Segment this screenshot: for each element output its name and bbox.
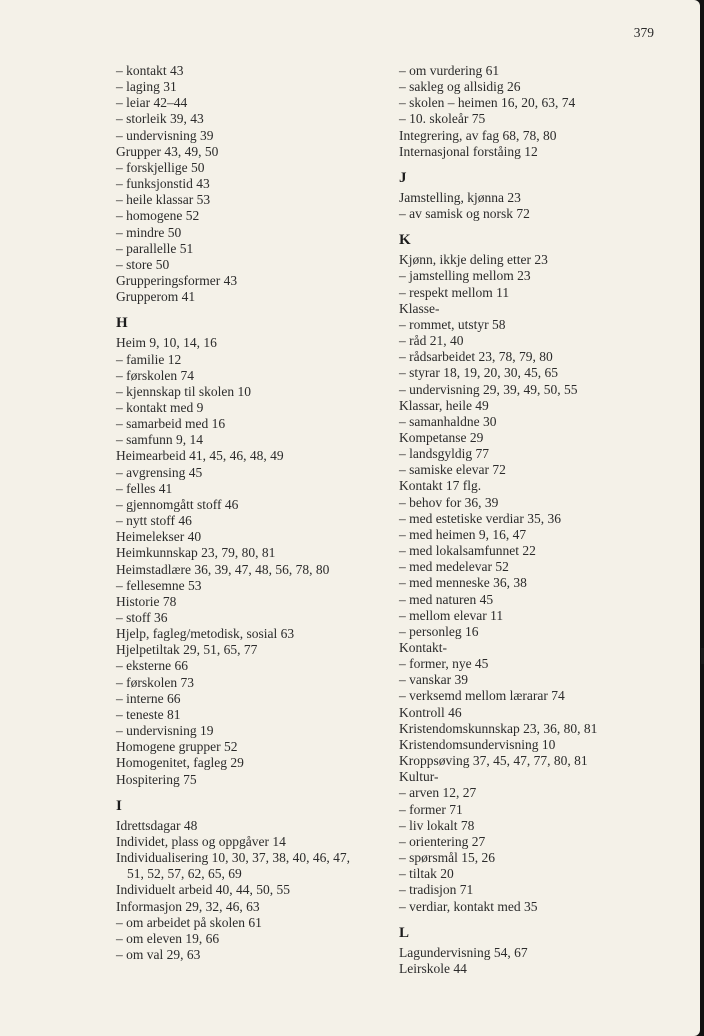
index-entry: – jamstelling mellom 23: [399, 268, 531, 284]
index-entry: Heim 9, 10, 14, 16: [116, 335, 217, 351]
index-entry: – samfunn 9, 14: [116, 432, 203, 448]
index-entry: Individualisering 10, 30, 37, 38, 40, 46, 47,: [116, 850, 350, 866]
index-entry: Klasse-: [399, 300, 440, 316]
index-entry: – rommet, utstyr 58: [399, 316, 506, 332]
index-entry: Heimearbeid 41, 45, 46, 48, 49: [116, 448, 284, 464]
index-entry: Heimstadlære 36, 39, 47, 48, 56, 78, 80: [116, 561, 330, 577]
index-entry: Kultur-: [399, 769, 439, 785]
index-entry: – tiltak 20: [399, 866, 454, 882]
index-column-left: [116, 63, 376, 963]
index-entry: – orientering 27: [399, 833, 486, 849]
index-entry: – om arbeidet på skolen 61: [116, 914, 262, 930]
index-entry: – skolen – heimen 16, 20, 63, 74: [399, 95, 576, 111]
page-number: 379: [633, 25, 654, 40]
index-entry: Hjelp, fagleg/metodisk, sosial 63: [116, 626, 295, 642]
index-entry: – personleg 16: [399, 623, 479, 639]
index-entry: – førskolen 73: [116, 674, 194, 690]
index-entry: – leiar 42–44: [116, 95, 188, 111]
index-entry: – stoff 36: [116, 610, 168, 625]
index-entry: Kristendomskunnskap 23, 36, 80, 81: [399, 720, 598, 736]
index-entry: – undervisning 29, 39, 49, 50, 55: [399, 381, 578, 397]
index-entry: – med lokalsamfunnet 22: [399, 543, 536, 559]
index-entry: – spørsmål 15, 26: [399, 850, 495, 866]
index-entry: – mindre 50: [116, 224, 182, 240]
index-entry: – teneste 81: [116, 706, 181, 722]
index-entry: – nytt stoff 46: [116, 513, 192, 529]
index-entry: – former 71: [399, 801, 463, 817]
index-entry: – samarbeid med 16: [116, 416, 226, 432]
index-entry: – råd 21, 40: [399, 333, 464, 349]
index-entry: – verdiar, kontakt med 35: [399, 898, 538, 914]
index-section-letter: I: [116, 797, 122, 814]
index-entry: – arven 12, 27: [399, 785, 477, 801]
index-entry: – med menneske 36, 38: [399, 575, 527, 591]
index-entry: – fellesemne 53: [116, 577, 202, 593]
index-entry: – gjennomgått stoff 46: [116, 496, 239, 512]
index-entry: – samanhaldne 30: [399, 413, 497, 429]
index-entry: Hjelpetiltak 29, 51, 65, 77: [116, 642, 258, 658]
index-entry: Heimkunnskap 23, 79, 80, 81: [116, 545, 276, 561]
index-entry: – samiske elevar 72: [399, 462, 506, 478]
index-entry: – funksjonstid 43: [116, 176, 210, 192]
index-entry: – av samisk og norsk 72: [399, 206, 530, 222]
index-entry: Individuelt arbeid 40, 44, 50, 55: [116, 882, 290, 898]
index-entry: – om vurdering 61: [399, 63, 500, 78]
index-entry: – med naturen 45: [399, 591, 494, 607]
index-entry: Hospitering 75: [116, 771, 197, 787]
index-entry: – med medelevar 52: [399, 559, 509, 575]
index-entry: – verksemd mellom lærarar 74: [399, 688, 565, 704]
index-entry: – med heimen 9, 16, 47: [399, 526, 527, 542]
index-section-letter: J: [399, 169, 407, 186]
index-entry: Integrering, av fag 68, 78, 80: [399, 127, 557, 143]
index-entry: Kompetanse 29: [399, 429, 484, 445]
index-entry: Grupper 43, 49, 50: [116, 143, 219, 159]
index-entry: – homogene 52: [116, 208, 200, 224]
index-entry: – kontakt 43: [116, 63, 184, 78]
index-entry: Grupperom 41: [116, 289, 196, 305]
index-entry: – tradisjon 71: [399, 882, 474, 898]
index-entry: Kontakt-: [399, 640, 447, 655]
index-entry: Grupperingsformer 43: [116, 273, 238, 289]
index-section-letter: K: [399, 232, 411, 249]
index-entry: Idrettsdagar 48: [116, 817, 198, 833]
index-entry: – heile klassar 53: [116, 192, 211, 208]
index-entry: Kjønn, ikkje deling etter 23: [399, 252, 548, 268]
index-entry: – behov for 36, 39: [399, 494, 499, 510]
index-entry: Kontakt 17 flg.: [399, 478, 482, 494]
index-entry: Individet, plass og oppgåver 14: [116, 833, 286, 849]
index-entry: Kroppsøving 37, 45, 47, 77, 80, 81: [399, 753, 588, 769]
index-entry: – vanskar 39: [399, 672, 468, 688]
index-entry: – mellom elevar 11: [399, 607, 504, 623]
index-entry: Homogenitet, fagleg 29: [116, 755, 244, 771]
index-entry: – liv lokalt 78: [399, 817, 475, 833]
index-entry: – sakleg og allsidig 26: [399, 79, 521, 95]
index-entry: 51, 52, 57, 62, 65, 69: [127, 866, 242, 882]
index-entry: – om eleven 19, 66: [116, 930, 220, 946]
index-entry: Jamstelling, kjønna 23: [399, 189, 521, 205]
index-entry: – laging 31: [116, 79, 177, 95]
index-entry: Homogene grupper 52: [116, 739, 238, 755]
index-entry: – med estetiske verdiar 35, 36: [399, 510, 561, 526]
index-section-letter: H: [116, 315, 128, 332]
index-section-letter: L: [399, 924, 410, 941]
index-entry: – rådsarbeidet 23, 78, 79, 80: [399, 349, 553, 365]
index-entry: Heimelekser 40: [116, 529, 202, 545]
index-entry: Informasjon 29, 32, 46, 63: [116, 898, 260, 914]
index-entry: – styrar 18, 19, 20, 30, 45, 65: [399, 365, 558, 381]
index-entry: Klassar, heile 49: [399, 397, 489, 413]
index-entry: – avgrensing 45: [116, 464, 203, 480]
index-entry: – landsgyldig 77: [399, 446, 489, 462]
index-entry: – om val 29, 63: [116, 946, 201, 962]
index-entry: – felles 41: [116, 480, 173, 496]
index-entry: – storleik 39, 43: [116, 111, 204, 127]
index-entry: Kristendomsundervisning 10: [399, 736, 556, 752]
index-entry: – parallelle 51: [116, 240, 194, 256]
index-entry: Historie 78: [116, 593, 177, 609]
index-entry: – kjennskap til skolen 10: [116, 383, 251, 399]
index-entry: – undervisning 39: [116, 127, 214, 143]
index-entry: – interne 66: [116, 690, 181, 706]
index-entry: – 10. skoleår 75: [399, 111, 486, 127]
index-entry: – familie 12: [116, 351, 182, 367]
index-entry: – eksterne 66: [116, 658, 188, 674]
index-entry: Internasjonal forståing 12: [399, 143, 538, 159]
index-entry: – store 50: [116, 256, 170, 272]
index-entry: – respekt mellom 11: [399, 284, 510, 300]
index-entry: – former, nye 45: [399, 656, 489, 672]
index-column-right: [399, 63, 679, 977]
index-entry: Lagundervisning 54, 67: [399, 944, 528, 960]
index-entry: – kontakt med 9: [116, 399, 204, 415]
index-entry: Kontroll 46: [399, 704, 462, 720]
index-entry: Leirskole 44: [399, 960, 467, 976]
index-entry: – førskolen 74: [116, 367, 194, 383]
index-entry: – undervisning 19: [116, 723, 214, 739]
index-entry: – forskjellige 50: [116, 159, 205, 175]
